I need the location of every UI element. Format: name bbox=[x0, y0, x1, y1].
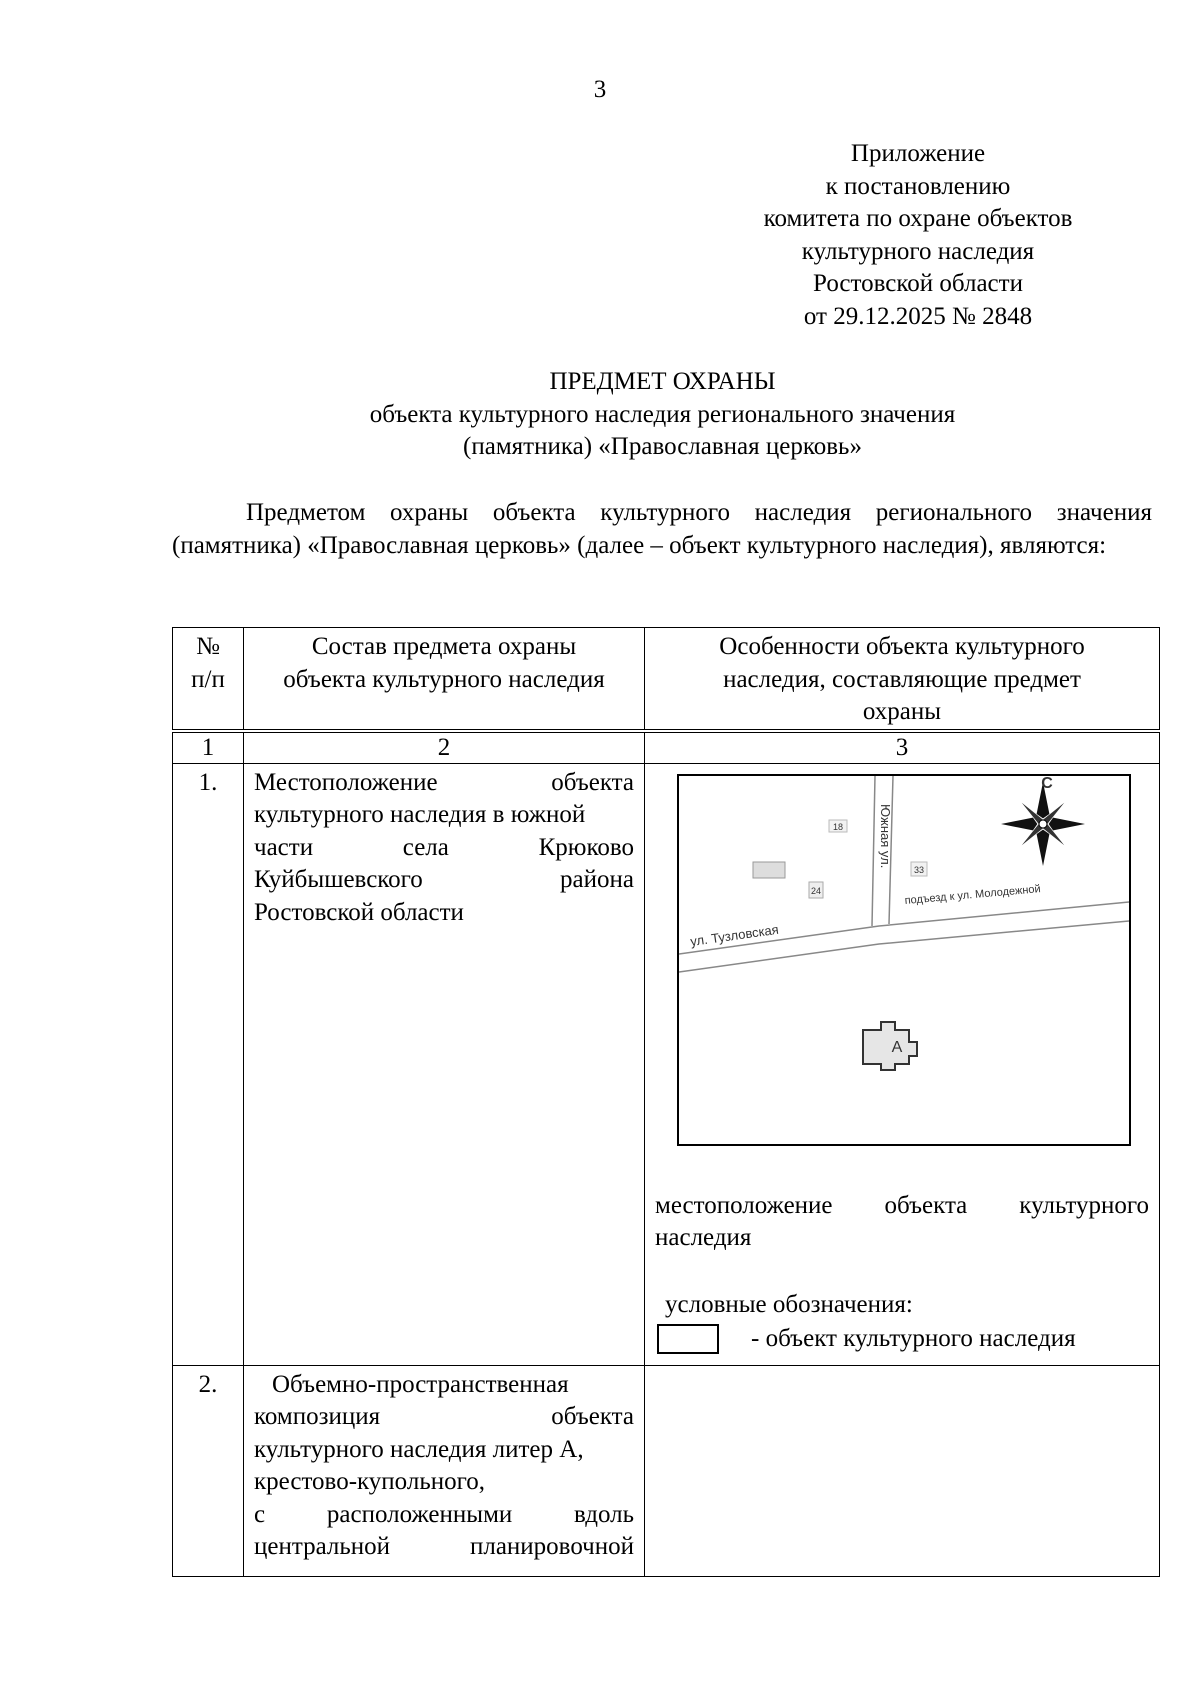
heritage-object-outline bbox=[863, 1022, 917, 1070]
text-line: крестово-купольного, bbox=[254, 1468, 485, 1495]
appendix-line: Приложение bbox=[850, 140, 986, 167]
compass-north-label: С bbox=[1041, 775, 1053, 792]
header-text: наследия, составляющие предмет bbox=[723, 665, 1081, 693]
text-line: композиция объекта bbox=[254, 1403, 634, 1430]
header-features bbox=[645, 628, 1160, 731]
appendix-line: культурного наследия bbox=[801, 237, 1035, 265]
title-sub: объекта культурного наследия регионального значения bbox=[369, 400, 956, 428]
column-number: 3 bbox=[645, 731, 1160, 764]
header-text: Особенности объекта культурного bbox=[719, 633, 1085, 660]
legend-symbol-box bbox=[657, 1324, 719, 1354]
text-line: Объемно-пространственная bbox=[272, 1370, 569, 1398]
header-text: № bbox=[196, 633, 220, 660]
header-text: Состав предмета охраны bbox=[311, 633, 577, 660]
legend-item bbox=[645, 1323, 1159, 1356]
house-number-33: 33 bbox=[913, 864, 925, 875]
text-line: Местоположение объекта bbox=[254, 768, 634, 796]
street-label-access-road: подъезд к ул. Молодежной bbox=[904, 882, 1042, 907]
text-line: Ростовской области bbox=[254, 898, 464, 926]
text-line: культурного наследия литер А, bbox=[254, 1435, 584, 1463]
map-caption: местоположение объекта культурного наследия bbox=[655, 1191, 1149, 1251]
page-number: 3 bbox=[593, 76, 607, 103]
road-southern-left bbox=[872, 776, 875, 926]
title-sub: (памятника) «Православная церковь» bbox=[463, 433, 862, 460]
column-number-row bbox=[173, 731, 1160, 764]
appendix-line: Ростовской области bbox=[813, 270, 1023, 297]
house-number-24: 24 bbox=[810, 885, 822, 896]
column-number: 1 bbox=[173, 731, 244, 764]
map-svg bbox=[679, 776, 1129, 1144]
appendix-line: комитета по охране объектов bbox=[763, 205, 1073, 232]
document-title bbox=[170, 366, 1155, 464]
title-main: ПРЕДМЕТ ОХРАНЫ bbox=[549, 368, 776, 395]
object-letter: А bbox=[891, 1038, 903, 1056]
row-features-empty bbox=[645, 1365, 1160, 1576]
row-features bbox=[645, 763, 1160, 1365]
header-text: объекта культурного наследия bbox=[283, 665, 605, 693]
text-line: культурного наследия в южной bbox=[254, 801, 586, 828]
row-composition-text bbox=[244, 764, 644, 930]
legend-title: условные обозначения: bbox=[665, 1290, 913, 1318]
row-composition-text bbox=[244, 1366, 644, 1564]
row-composition bbox=[244, 763, 645, 1365]
header-text: охраны bbox=[862, 698, 942, 725]
street-label-tuzlovskaya: ул. Тузловская bbox=[689, 921, 780, 949]
appendix-block bbox=[733, 138, 1103, 333]
text-line: Куйбышевского района bbox=[254, 866, 634, 893]
house-number-18: 18 bbox=[832, 821, 844, 832]
protection-table bbox=[172, 627, 1160, 1577]
legend-label: - объект культурного наследия bbox=[751, 1325, 1076, 1352]
header-text: п/п bbox=[191, 665, 225, 693]
street-label-southern: Южная ул. bbox=[878, 803, 893, 868]
header-number bbox=[173, 628, 244, 731]
column-number: 2 bbox=[244, 731, 645, 764]
table-row bbox=[173, 763, 1160, 1365]
header-composition bbox=[244, 628, 645, 731]
building bbox=[753, 862, 785, 878]
intro-paragraph: Предметом охраны объекта культурного наследия регионального значения (памятника) «Православная церковь» (далее – объект культурного наследия), являются: bbox=[172, 499, 1152, 559]
text-line: центральной планировочной bbox=[254, 1533, 634, 1560]
table-row bbox=[173, 1365, 1160, 1576]
row-composition bbox=[244, 1365, 645, 1576]
text-line: с расположенными вдоль bbox=[254, 1500, 634, 1528]
appendix-date: от 29.12.2025 № 2848 bbox=[803, 302, 1033, 330]
compass-rose-icon bbox=[1001, 781, 1086, 866]
text-line: части села Крюково bbox=[254, 833, 634, 861]
table-header-row bbox=[173, 628, 1160, 731]
row-number: 2. bbox=[173, 1365, 244, 1576]
row-number: 1. bbox=[173, 763, 244, 1365]
location-map bbox=[677, 774, 1131, 1146]
appendix-line: к постановлению bbox=[825, 172, 1011, 200]
